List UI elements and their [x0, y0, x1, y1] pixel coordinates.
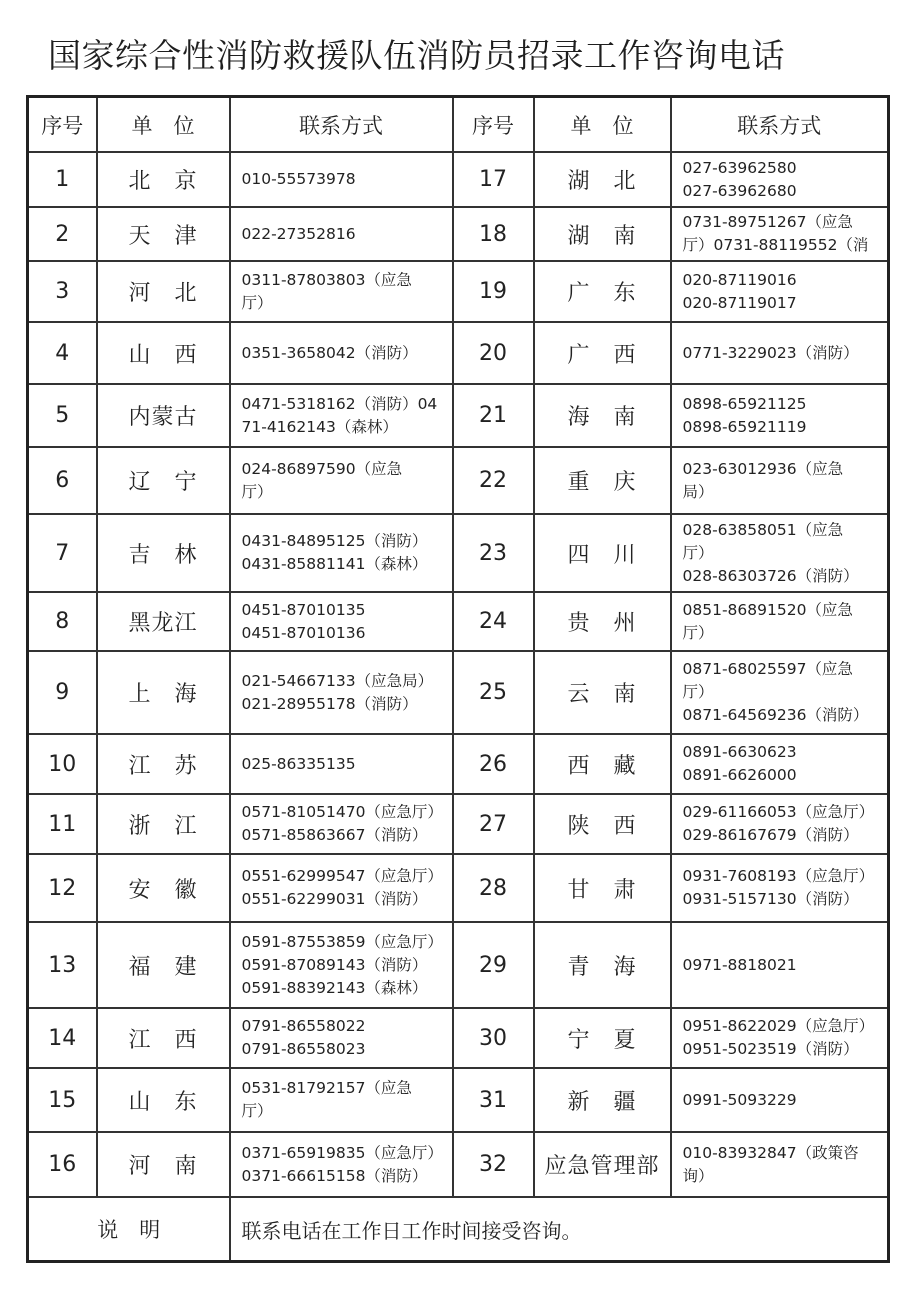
unit-name: 贵 州 [534, 592, 671, 651]
contact-line: 0311-87803803（应急 [241, 270, 412, 289]
unit-name: 北 京 [97, 152, 230, 207]
row-number: 25 [453, 651, 534, 734]
contact-line: 029-61166053（应急厅） [682, 803, 875, 821]
row-number: 3 [28, 261, 97, 322]
unit-name: 江 西 [97, 1008, 230, 1068]
unit-name: 山 西 [97, 322, 230, 384]
unit-name: 安 徽 [97, 854, 230, 922]
row-number: 1 [28, 152, 97, 207]
row-number: 21 [453, 384, 534, 447]
note-text: 联系电话在工作日工作时间接受咨询。 [230, 1197, 889, 1262]
contact-cell [230, 854, 453, 922]
contact-line: 0771-3229023（消防） [682, 343, 859, 362]
contact-line: 0951-5023519（消防） [682, 1040, 859, 1058]
contact-line: 0431-85881141（森林） [241, 555, 428, 573]
unit-name: 广 西 [534, 322, 671, 384]
contact-cell [230, 207, 453, 261]
unit-name: 四 川 [534, 514, 671, 592]
row-number: 30 [453, 1008, 534, 1068]
contact-cell [230, 734, 453, 794]
row-number: 9 [28, 651, 97, 734]
contact-line: 0871-68025597（应急 [682, 660, 853, 678]
contact-line: 025-86335135 [241, 754, 356, 773]
unit-name: 河 南 [97, 1132, 230, 1197]
contact-cell [230, 794, 453, 854]
unit-name: 陕 西 [534, 794, 671, 854]
header-seq-left: 序号 [28, 97, 97, 153]
unit-name: 黑龙江 [97, 592, 230, 651]
table-row [28, 261, 889, 322]
contact-cell [671, 1008, 889, 1068]
row-number: 6 [28, 447, 97, 514]
contact-cell [230, 447, 453, 514]
header-contact-left: 联系方式 [230, 97, 453, 153]
page-title: 国家综合性消防救援队伍消防员招录工作咨询电话 [48, 36, 785, 75]
contact-line: 0451-87010135 [241, 600, 366, 619]
table-row [28, 1008, 889, 1068]
contact-line: 0571-81051470（应急厅） [241, 803, 443, 821]
contact-cell [671, 322, 889, 384]
unit-name: 西 藏 [534, 734, 671, 794]
table-row [28, 734, 889, 794]
unit-name: 福 建 [97, 922, 230, 1008]
table-row [28, 794, 889, 854]
unit-name: 应急管理部 [534, 1132, 671, 1197]
contact-cell [230, 514, 453, 592]
header-unit-right: 单 位 [534, 97, 671, 153]
contact-line: 021-28955178（消防） [241, 694, 418, 713]
contact-cell [230, 592, 453, 651]
row-number: 10 [28, 734, 97, 794]
row-number: 4 [28, 322, 97, 384]
contact-line: 023-63012936（应急 [682, 459, 844, 478]
row-number: 22 [453, 447, 534, 514]
unit-name: 山 东 [97, 1068, 230, 1132]
contact-line: 021-54667133（应急局） [241, 671, 434, 690]
contact-cell [230, 384, 453, 447]
contact-cell [671, 922, 889, 1008]
contact-line: 厅）0731-88119552（消 [682, 236, 869, 254]
contact-line: 询） [682, 1166, 714, 1185]
contact-table [26, 95, 890, 1263]
contact-line: 厅） [241, 1102, 273, 1120]
contact-line: 0371-65919835（应急厅） [241, 1143, 443, 1162]
contact-line: 厅） [682, 683, 714, 701]
contact-line: 0851-86891520（应急 [682, 600, 853, 619]
row-number: 26 [453, 734, 534, 794]
row-number: 17 [453, 152, 534, 207]
contact-line: 0451-87010136 [241, 623, 366, 642]
contact-line: 0898-65921119 [682, 417, 807, 436]
contact-line: 局） [682, 482, 714, 501]
unit-name: 浙 江 [97, 794, 230, 854]
unit-name: 湖 南 [534, 207, 671, 261]
row-number: 5 [28, 384, 97, 447]
contact-line: 0571-85863667（消防） [241, 826, 428, 844]
contact-cell [230, 261, 453, 322]
contact-cell [671, 261, 889, 322]
contact-line: 020-87119016 [682, 270, 797, 289]
unit-name: 甘 肃 [534, 854, 671, 922]
header-contact-right: 联系方式 [671, 97, 889, 153]
contact-line: 010-83932847（政策咨 [682, 1143, 859, 1162]
contact-cell [671, 1132, 889, 1197]
header-seq-right: 序号 [453, 97, 534, 153]
unit-name: 青 海 [534, 922, 671, 1008]
contact-cell [230, 1008, 453, 1068]
contact-line: 010-55573978 [241, 170, 356, 188]
contact-line: 022-27352816 [241, 224, 356, 243]
row-number: 14 [28, 1008, 97, 1068]
unit-name: 宁 夏 [534, 1008, 671, 1068]
contact-line: 0898-65921125 [682, 394, 807, 413]
contact-line: 0951-8622029（应急厅） [682, 1017, 875, 1035]
note-row [28, 1197, 889, 1262]
contact-cell [230, 1068, 453, 1132]
contact-line: 0551-62999547（应急厅） [241, 867, 443, 885]
row-number: 12 [28, 854, 97, 922]
row-number: 2 [28, 207, 97, 261]
contact-line: 厅） [241, 293, 273, 312]
contact-line: 0871-64569236（消防） [682, 706, 869, 724]
table-row [28, 514, 889, 592]
unit-name: 江 苏 [97, 734, 230, 794]
contact-line: 0991-5093229 [682, 1090, 797, 1109]
contact-line: 024-86897590（应急 [241, 459, 403, 478]
table-row [28, 1068, 889, 1132]
contact-line: 厅） [241, 482, 273, 501]
contact-line: 0551-62299031（消防） [241, 890, 428, 908]
table-row [28, 384, 889, 447]
contact-cell [671, 651, 889, 734]
row-number: 15 [28, 1068, 97, 1132]
row-number: 23 [453, 514, 534, 592]
row-number: 24 [453, 592, 534, 651]
unit-name: 重 庆 [534, 447, 671, 514]
table-row [28, 651, 889, 734]
contact-cell [230, 922, 453, 1008]
contact-cell [230, 322, 453, 384]
unit-name: 河 北 [97, 261, 230, 322]
contact-line: 厅） [682, 543, 714, 562]
contact-line: 0931-5157130（消防） [682, 890, 859, 908]
row-number: 8 [28, 592, 97, 651]
table-row [28, 922, 889, 1008]
contact-line: 厅） [682, 623, 714, 642]
table-row [28, 1132, 889, 1197]
row-number: 7 [28, 514, 97, 592]
contact-cell [671, 447, 889, 514]
contact-cell [671, 384, 889, 447]
contact-line: 0351-3658042（消防） [241, 343, 418, 362]
contact-line: 0591-87089143（消防） [241, 955, 428, 974]
row-number: 11 [28, 794, 97, 854]
unit-name: 新 疆 [534, 1068, 671, 1132]
note-label: 说 明 [28, 1197, 230, 1262]
contact-cell [230, 1132, 453, 1197]
row-number: 18 [453, 207, 534, 261]
contact-cell [671, 794, 889, 854]
row-number: 20 [453, 322, 534, 384]
contact-line: 0931-7608193（应急厅） [682, 867, 875, 885]
table-row [28, 854, 889, 922]
contact-cell [671, 1068, 889, 1132]
contact-line: 0791-86558023 [241, 1040, 366, 1058]
unit-name: 天 津 [97, 207, 230, 261]
contact-cell [671, 152, 889, 207]
contact-line: 0371-66615158（消防） [241, 1166, 428, 1185]
unit-name: 内蒙古 [97, 384, 230, 447]
contact-cell [671, 207, 889, 261]
unit-name: 湖 北 [534, 152, 671, 207]
contact-line: 0591-87553859（应急厅） [241, 932, 443, 951]
table-row [28, 592, 889, 651]
contact-line: 0431-84895125（消防） [241, 532, 428, 550]
row-number: 29 [453, 922, 534, 1008]
contact-cell [671, 734, 889, 794]
contact-line: 71-4162143（森林） [241, 417, 398, 436]
table-row [28, 152, 889, 207]
header-unit-left: 单 位 [97, 97, 230, 153]
unit-name: 云 南 [534, 651, 671, 734]
contact-cell [671, 854, 889, 922]
unit-name: 广 东 [534, 261, 671, 322]
contact-line: 0971-8818021 [682, 955, 797, 974]
contact-line: 027-63962580 [682, 158, 797, 177]
unit-name: 辽 宁 [97, 447, 230, 514]
table-row [28, 322, 889, 384]
contact-cell [671, 592, 889, 651]
contact-line: 0891-6626000 [682, 766, 797, 784]
contact-cell [230, 152, 453, 207]
table-row [28, 447, 889, 514]
unit-name: 上 海 [97, 651, 230, 734]
contact-cell [230, 651, 453, 734]
row-number: 13 [28, 922, 97, 1008]
contact-line: 0471-5318162（消防）04 [241, 394, 438, 413]
contact-line: 0731-89751267（应急 [682, 213, 853, 231]
contact-line: 028-86303726（消防） [682, 566, 859, 585]
header-row [28, 97, 889, 153]
row-number: 27 [453, 794, 534, 854]
unit-name: 吉 林 [97, 514, 230, 592]
contact-line: 0791-86558022 [241, 1017, 366, 1035]
row-number: 19 [453, 261, 534, 322]
row-number: 28 [453, 854, 534, 922]
table-body [28, 152, 889, 1197]
contact-line: 027-63962680 [682, 181, 797, 200]
contact-cell [671, 514, 889, 592]
contact-line: 0891-6630623 [682, 743, 797, 761]
unit-name: 海 南 [534, 384, 671, 447]
row-number: 16 [28, 1132, 97, 1197]
table-row [28, 207, 889, 261]
contact-line: 028-63858051（应急 [682, 520, 844, 539]
row-number: 32 [453, 1132, 534, 1197]
row-number: 31 [453, 1068, 534, 1132]
contact-line: 0591-88392143（森林） [241, 978, 428, 997]
contact-line: 0531-81792157（应急 [241, 1079, 412, 1097]
contact-line: 029-86167679（消防） [682, 826, 859, 844]
contact-line: 020-87119017 [682, 293, 797, 312]
